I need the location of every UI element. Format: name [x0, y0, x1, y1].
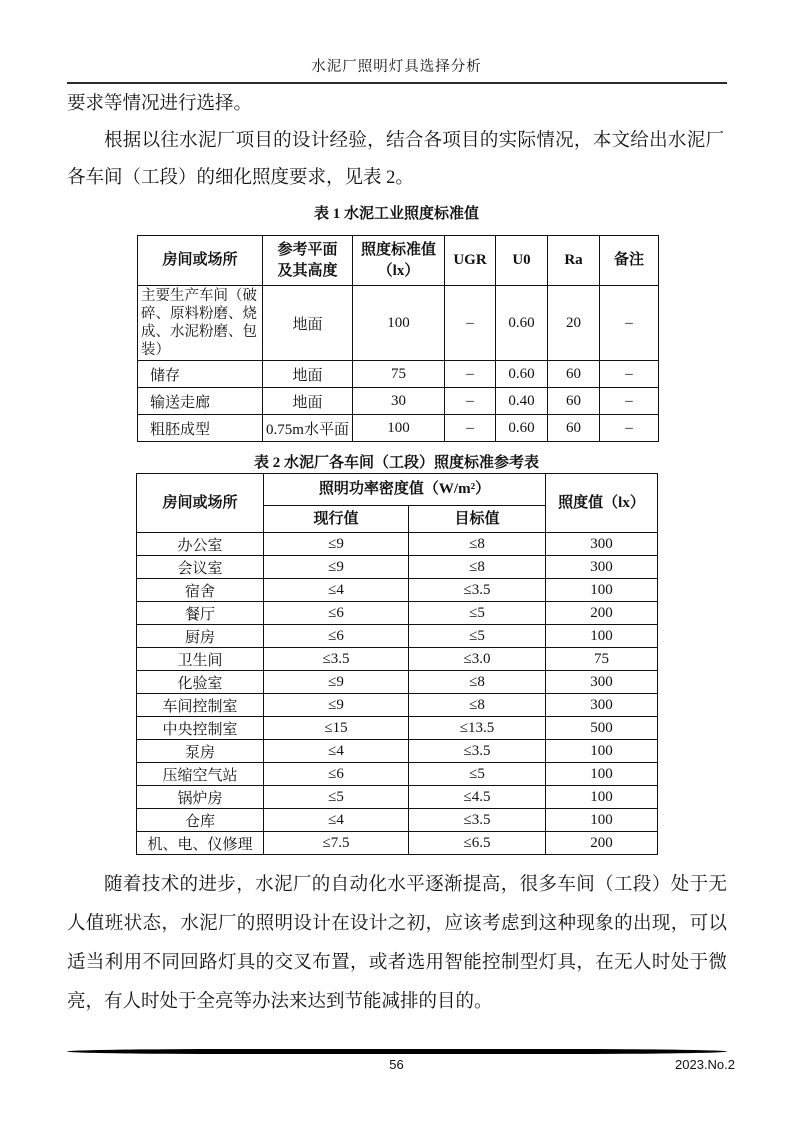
cell-u0: 0.60 [496, 286, 548, 361]
cell-target: ≤8 [409, 671, 546, 694]
cell-room: 餐厅 [137, 602, 264, 625]
cell-ugr: – [445, 388, 496, 415]
cell-target: ≤3.5 [409, 579, 546, 602]
cell-room: 压缩空气站 [137, 763, 264, 786]
cell-illuminance: 100 [546, 786, 658, 809]
cell-plane: 0.75m水平面 [263, 415, 353, 442]
cell-target: ≤3.0 [409, 648, 546, 671]
cell-target: ≤5 [409, 763, 546, 786]
header-rule [67, 82, 727, 84]
table2-header-current: 现行值 [264, 506, 409, 533]
cell-illuminance: 100 [353, 286, 445, 361]
cell-room: 办公室 [137, 533, 264, 556]
cell-illuminance: 100 [546, 763, 658, 786]
cell-illuminance: 100 [353, 415, 445, 442]
table1-header-room: 房间或场所 [138, 236, 263, 286]
table2-header-room: 房间或场所 [137, 474, 264, 533]
footer-rule [67, 1049, 727, 1054]
table-row [138, 415, 659, 442]
cell-current: ≤9 [264, 694, 409, 717]
cell-target: ≤5 [409, 602, 546, 625]
cell-room: 锅炉房 [137, 786, 264, 809]
table-row [137, 556, 658, 579]
cell-plane: 地面 [263, 388, 353, 415]
cell-target: ≤8 [409, 694, 546, 717]
cell-room: 车间控制室 [137, 694, 264, 717]
table-row [137, 763, 658, 786]
table-row [137, 625, 658, 648]
cell-current: ≤4 [264, 579, 409, 602]
cell-room: 宿舍 [137, 579, 264, 602]
cell-illuminance: 300 [546, 533, 658, 556]
cell-plane: 地面 [263, 286, 353, 361]
cell-current: ≤9 [264, 533, 409, 556]
cell-u0: 0.60 [496, 361, 548, 388]
table2-power-density-reference [136, 473, 658, 855]
footer-page-number: 56 [389, 1057, 404, 1072]
paragraph-conclusion: 随着技术的进步，水泥厂的自动化水平逐渐提高，很多车间（工段）处于无人值班状态，水泥厂的照明设计在设计之初，应该考虑到这种现象的出现，可以适当利用不同回路灯具的交叉布置，或者选用智能控制型灯具，在无人时处于微亮，有人时处于全亮等办法来达到节能减排的目的。 [67, 875, 727, 1012]
table1-header-note: 备注 [600, 236, 659, 286]
cell-current: ≤4 [264, 809, 409, 832]
cell-u0: 0.60 [496, 415, 548, 442]
cell-room: 卫生间 [137, 648, 264, 671]
cell-note: – [600, 286, 659, 361]
table1-header-illuminance: 照度标准值（lx） [353, 236, 445, 286]
paragraph-intro: 根据以往水泥厂项目的设计经验，结合各项目的实际情况，本文给出水泥厂各车间（工段）的细化照度要求，见表 2。 [67, 131, 724, 188]
table2-header-row-top [137, 474, 658, 506]
cell-illuminance: 75 [546, 648, 658, 671]
cell-ra: 20 [548, 286, 600, 361]
cell-target: ≤8 [409, 533, 546, 556]
cell-illuminance: 100 [546, 625, 658, 648]
cell-illuminance: 300 [546, 556, 658, 579]
paragraph-continuation: 要求等情况进行选择。 [67, 94, 253, 114]
cell-room: 机、电、仪修理 [137, 832, 264, 855]
cell-target: ≤6.5 [409, 832, 546, 855]
cell-room: 化验室 [137, 671, 264, 694]
cell-illuminance: 100 [546, 579, 658, 602]
cell-illuminance: 75 [353, 361, 445, 388]
cell-current: ≤5 [264, 786, 409, 809]
cell-illuminance: 100 [546, 740, 658, 763]
cell-target: ≤13.5 [409, 717, 546, 740]
cell-room: 厨房 [137, 625, 264, 648]
cell-ugr: – [445, 361, 496, 388]
cell-target: ≤3.5 [409, 809, 546, 832]
cell-room: 粗胚成型 [138, 415, 263, 442]
table-row [137, 740, 658, 763]
table2-header-lpd-group: 照明功率密度值（W/m²） [264, 474, 546, 506]
table-row [137, 809, 658, 832]
cell-illuminance: 30 [353, 388, 445, 415]
cell-ugr: – [445, 286, 496, 361]
table-row [137, 717, 658, 740]
cell-room: 储存 [138, 361, 263, 388]
table-row [138, 286, 659, 361]
table1-title: 表 1 水泥工业照度标准值 [313, 206, 479, 222]
cell-current: ≤4 [264, 740, 409, 763]
table-row [137, 786, 658, 809]
cell-target: ≤8 [409, 556, 546, 579]
cell-current: ≤9 [264, 671, 409, 694]
table2-header-illuminance: 照度值（lx） [546, 474, 658, 533]
cell-ra: 60 [548, 388, 600, 415]
cell-room: 泵房 [137, 740, 264, 763]
cell-target: ≤4.5 [409, 786, 546, 809]
table1-header-plane: 参考平面及其高度 [263, 236, 353, 286]
cell-illuminance: 200 [546, 832, 658, 855]
cell-room: 输送走廊 [138, 388, 263, 415]
cell-current: ≤6 [264, 625, 409, 648]
cell-current: ≤6 [264, 602, 409, 625]
table-row [137, 832, 658, 855]
cell-room: 主要生产车间（破碎、原料粉磨、烧成、水泥粉磨、包装） [138, 286, 263, 361]
cell-room: 中央控制室 [137, 717, 264, 740]
cell-note: – [600, 388, 659, 415]
cell-current: ≤3.5 [264, 648, 409, 671]
cell-u0: 0.40 [496, 388, 548, 415]
table-row [137, 533, 658, 556]
table1-header-u0: U0 [496, 236, 548, 286]
table-row [137, 602, 658, 625]
cell-room: 会议室 [137, 556, 264, 579]
table-row [137, 671, 658, 694]
cell-ugr: – [445, 415, 496, 442]
body-paragraphs [67, 86, 724, 197]
cell-illuminance: 300 [546, 671, 658, 694]
cell-current: ≤9 [264, 556, 409, 579]
cell-target: ≤5 [409, 625, 546, 648]
table-row [138, 388, 659, 415]
cell-target: ≤3.5 [409, 740, 546, 763]
table-row [137, 694, 658, 717]
table1-header-ugr: UGR [445, 236, 496, 286]
table1-illuminance-standards [137, 235, 659, 442]
table1-header-ra: Ra [548, 236, 600, 286]
footer-issue-label: 2023.No.2 [675, 1057, 735, 1072]
cell-note: – [600, 361, 659, 388]
table2-header-target: 目标值 [409, 506, 546, 533]
table-row [137, 648, 658, 671]
cell-current: ≤6 [264, 763, 409, 786]
table-row [137, 579, 658, 602]
cell-illuminance: 500 [546, 717, 658, 740]
cell-room: 仓库 [137, 809, 264, 832]
cell-illuminance: 300 [546, 694, 658, 717]
cell-ra: 60 [548, 361, 600, 388]
cell-current: ≤7.5 [264, 832, 409, 855]
cell-ra: 60 [548, 415, 600, 442]
table1-header-row [138, 236, 659, 286]
cell-illuminance: 100 [546, 809, 658, 832]
cell-plane: 地面 [263, 361, 353, 388]
cell-note: – [600, 415, 659, 442]
table2-title: 表 2 水泥厂各车间（工段）照度标准参考表 [253, 455, 539, 471]
cell-illuminance: 200 [546, 602, 658, 625]
page-header-title: 水泥厂照明灯具选择分析 [311, 59, 482, 75]
cell-current: ≤15 [264, 717, 409, 740]
table-row [138, 361, 659, 388]
